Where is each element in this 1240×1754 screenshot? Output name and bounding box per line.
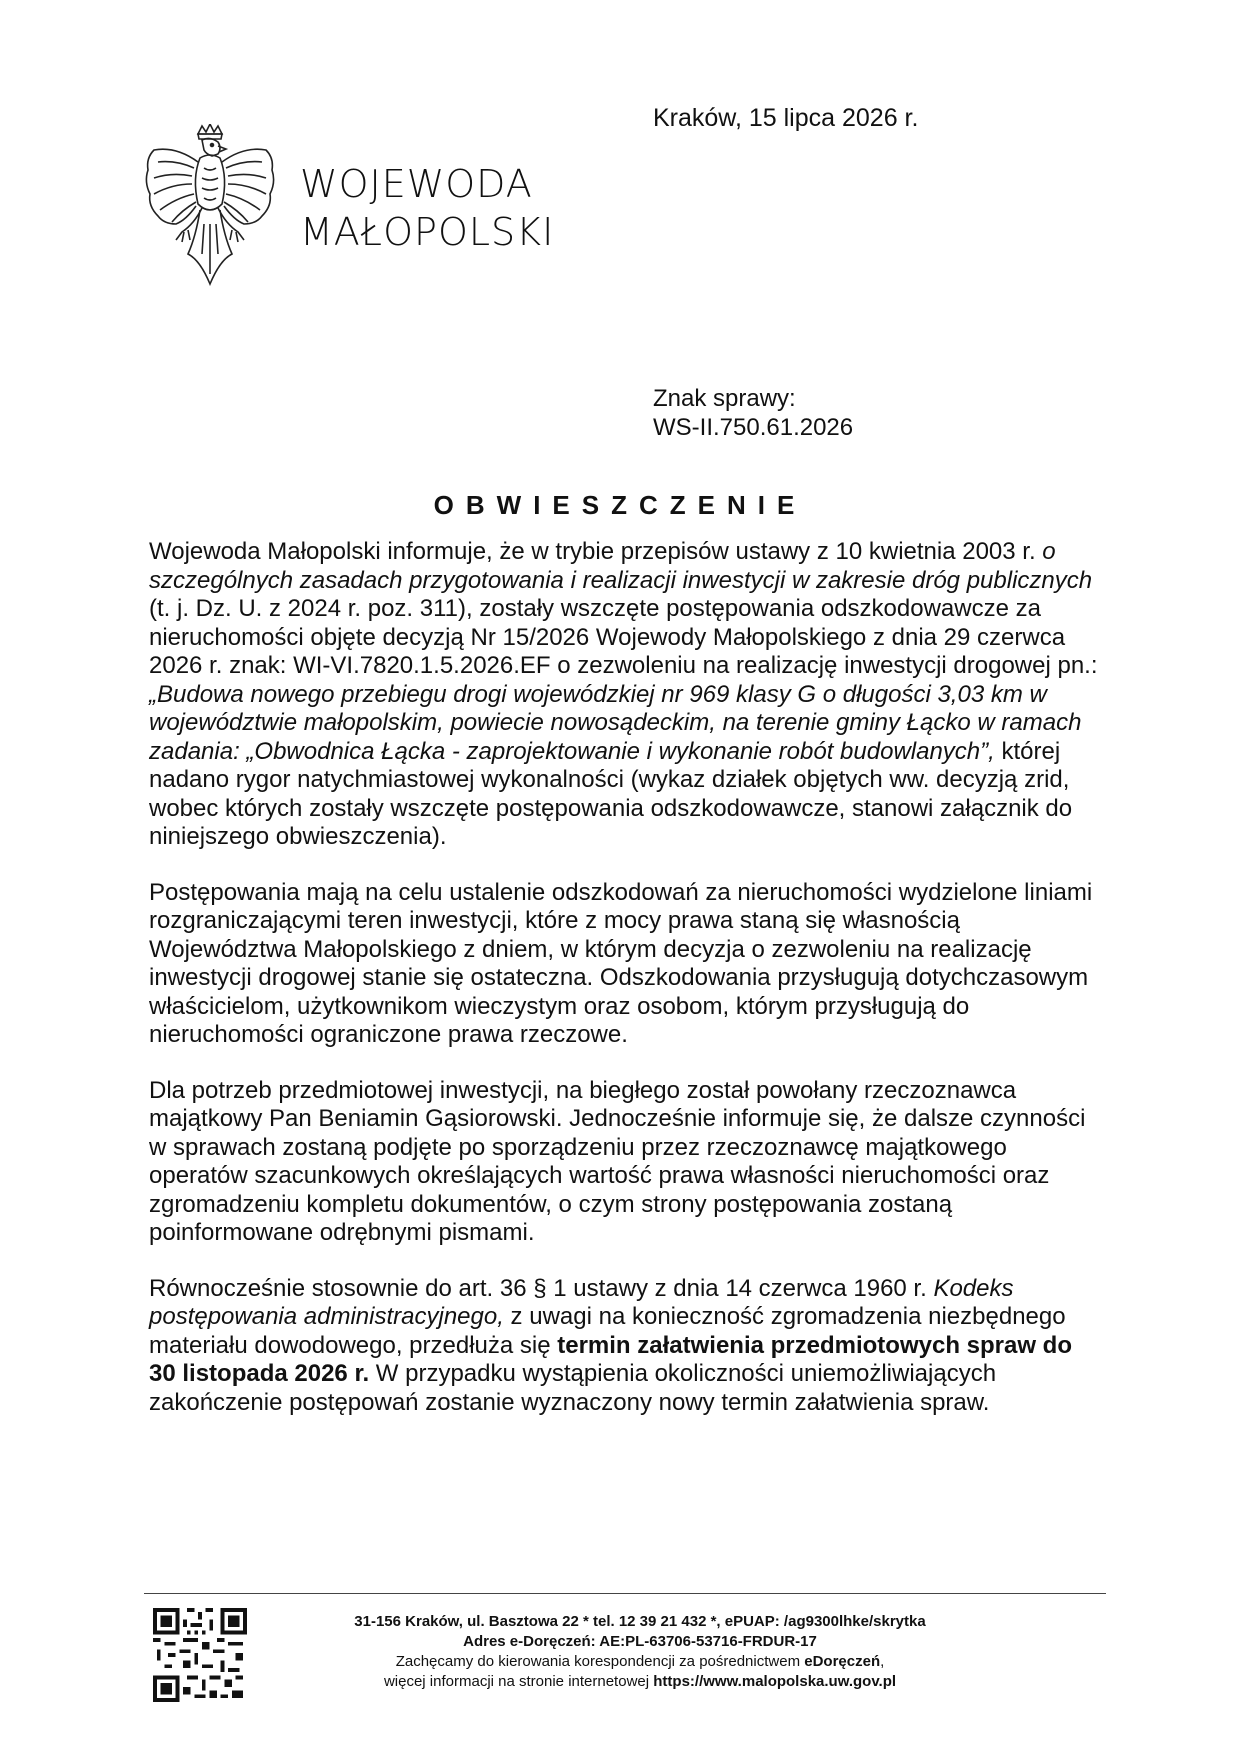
office-name-line2: MAŁOPOLSKI bbox=[300, 210, 555, 254]
footer-encourage bbox=[290, 1652, 990, 1672]
p4-code-title: Kodeks postępowania administracyjnego, bbox=[149, 1274, 1014, 1330]
document-title: OBWIESZCZENIE bbox=[433, 490, 807, 520]
case-number: WS-II.750.61.2026 bbox=[653, 414, 854, 441]
footer-website-link[interactable]: https://www.malopolska.uw.gov.pl bbox=[653, 1673, 897, 1690]
p1-act-title: o szczególnych zasadach przygotowania i realizacji inwestycji w zakresie dróg publicznych bbox=[149, 538, 1093, 594]
footer-contact bbox=[290, 1612, 990, 1692]
paragraph-3: Dla potrzeb przedmiotowej inwestycji, na biegłego został powołany rzeczoznawca majątkowy Pan Beniamin Gąsiorowski. Jednocześnie informuje się, że dalsze czynności w sprawach zostaną podjęte po sporządzeniu przez rzeczoznawcę majątkowego operatów szacunkowych określających wartość prawa własności nieruchomości oraz zgromadzeniu kompletu dokumentów, o czym strony postępowania zostaną poinformowane odrębnymi pismami. bbox=[149, 1076, 1086, 1246]
footer-encourage-comma: , bbox=[880, 1653, 885, 1670]
paragraph-2: Postępowania mają na celu ustalenie odszkodowań za nieruchomości wydzielone liniami rozgraniczającymi teren inwestycji, które z mocy prawa staną się własnością Województwa Małopolskiego z dniem, w którym decyzja o zezwoleniu na realizację inwestycji drogowej stanie się ostateczna. Odszkodowania przysługują dotychczasowym właścicielom, użytkownikom wieczystym oraz osobom, którym przysługują do nieruchomości ograniczone prawa rzeczowe. bbox=[149, 878, 1093, 1048]
p4-text-a: Równocześnie stosownie do art. 36 § 1 ustawy z dnia 14 czerwca 1960 r. bbox=[149, 1274, 934, 1302]
p4-text-c: z uwagi na konieczność zgromadzenia niezbędnego materiału dowodowego, przedłuża się bbox=[149, 1303, 1066, 1359]
office-name bbox=[300, 160, 554, 256]
p1-text-a: Wojewoda Małopolski informuje, że w trybie przepisów ustawy z 10 kwietnia 2003 r. bbox=[149, 538, 1043, 565]
paragraph-1 bbox=[149, 538, 1099, 852]
case-reference bbox=[653, 384, 853, 442]
paragraph-4 bbox=[149, 1275, 1099, 1418]
footer-encourage-text: Zachęcamy do kierowania korespondencji za pośrednictwem bbox=[395, 1653, 805, 1670]
case-label: Znak sprawy: bbox=[653, 385, 796, 412]
footer-website-text: więcej informacji na stronie internetowej bbox=[383, 1673, 654, 1690]
footer-address: 31-156 Kraków, ul. Basztowa 22 * tel. 12 39 21 432 *, ePUAP: /ag9300lhke/skrytka bbox=[354, 1613, 926, 1630]
footer-divider bbox=[144, 1593, 1106, 1594]
p1-text-c: (t. j. Dz. U. z 2024 r. poz. 311), zostały wszczęte postępowania odszkodowawcze za nieruchomości objęte decyzją Nr 15/2026 Wojewody Małopolskiego z dnia 29 czerwca 2026 r. znak: WI-VI.7820.1.5.2026.EF o zezwoleniu na realizację inwestycji drogowej pn.: bbox=[149, 595, 1098, 679]
qr-code-icon bbox=[153, 1608, 247, 1702]
footer-website-line bbox=[290, 1672, 990, 1692]
p4-deadline: termin załatwienia przedmiotowych spraw do 30 listopada 2026 r. bbox=[149, 1331, 1073, 1387]
office-name-line1: WOJEWODA bbox=[300, 162, 533, 206]
p1-text-e: której nadano rygor natychmiastowej wykonalności (wykaz działek objętych ww. decyzją zrid, wobec których zostały wszczęte postępowania odszkodowawcze, stanowi załącznik do niniejszego obwieszczenia). bbox=[149, 737, 1073, 850]
document-body bbox=[149, 538, 1099, 1444]
p4-text-e: W przypadku wystąpienia okoliczności uniemożliwiających zakończenie postępowań zostanie wyznaczony nowy termin załatwienia spraw. bbox=[149, 1360, 997, 1416]
footer-edelivery: Adres e-Doręczeń: AE:PL-63706-53716-FRDUR-17 bbox=[463, 1633, 817, 1650]
p1-investment-name: „Budowa nowego przebiegu drogi wojewódzkiej nr 969 klasy G o długości 3,03 km w województwie małopolskim, powiecie nowosądeckim, na terenie gminy Łącko w ramach zadania: „Obwodnica Łącka - zaprojektowanie i wykonanie robót budowlanych”, bbox=[149, 680, 1082, 765]
polish-eagle-emblem-icon bbox=[142, 124, 278, 286]
document-date: Kraków, 15 lipca 2026 r. bbox=[653, 104, 919, 132]
footer-edoreczenia: eDoręczeń bbox=[804, 1653, 881, 1670]
